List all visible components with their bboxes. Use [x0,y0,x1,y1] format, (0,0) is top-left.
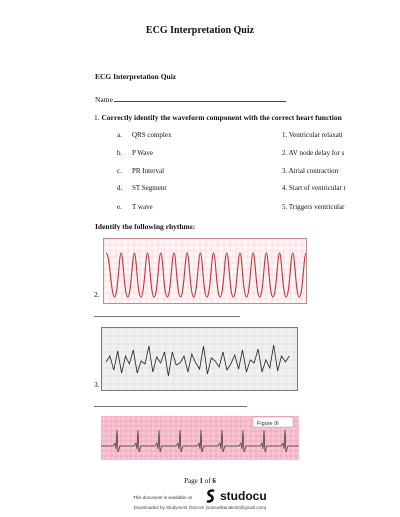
matching-definition: 2. AV node delay for s [282,149,345,157]
ecg-strip-3-graphic [101,416,299,460]
page-indicator [0,477,400,485]
page-total: 6 [212,477,216,485]
document-title: ECG Interpretation Quiz [145,25,255,36]
ecg-strip-1-graphic [104,239,306,303]
matching-letter: d. [117,184,123,192]
matching-row [0,131,400,143]
answer-line-3 [94,406,247,407]
matching-letter: a. [117,131,122,139]
matching-letter: b. [117,149,123,157]
studocu-logo[interactable] [204,489,267,503]
matching-definition: 3. Atrial contraction [282,167,339,175]
page-prefix: Page [184,477,198,485]
matching-term: PR Interval [132,167,165,175]
rhythm-section-title: Identify the following rhythms: [95,222,196,231]
quiz-heading: ECG Interpretation Quiz [95,72,177,81]
rhythm-question-2-number: 2. [94,290,100,299]
matching-letter: c. [117,167,122,175]
question-1 [94,113,400,122]
matching-letter: e. [117,203,122,211]
matching-row [0,149,400,161]
answer-line-2 [94,316,240,317]
name-label: Name [95,95,113,104]
rhythm-question-3-number: 3. [94,380,100,389]
studocu-logo-icon [204,489,218,503]
ecg-strip-irregular-rhythm [101,327,298,391]
figure-label-text: Figure III [257,421,279,427]
page-of: of [204,477,211,485]
question-1-prompt: Correctly identify the waveform component with the correct heart function [101,113,342,122]
download-attribution: Downloaded by Studyment Dotcom (samuelkanale40@gmail.com) [133,505,267,510]
matching-row [0,167,400,179]
matching-definition: 1. Ventricular relaxati [282,131,343,139]
matching-row [0,203,400,215]
ecg-strip-figure-iii [101,416,299,460]
matching-definition: 5. Triggers ventricular [282,203,345,211]
question-1-number: 1. [94,113,100,122]
matching-term: P Wave [132,149,154,157]
name-blank-line [114,94,286,102]
matching-term: QRS complex [132,131,172,139]
matching-term: T wave [132,203,153,211]
studocu-brand-text: studocu [220,489,267,503]
matching-definition: 4. Start of ventricular r [282,184,346,192]
ecg-strip-2-graphic [102,328,297,390]
name-field-row [95,94,286,104]
matching-row [0,184,400,196]
ecg-strip-ventricular-tachycardia [103,238,307,304]
available-on-text: This document is available on [133,495,193,500]
page-number: 1 [199,477,203,485]
matching-term: ST Segment [132,184,167,192]
